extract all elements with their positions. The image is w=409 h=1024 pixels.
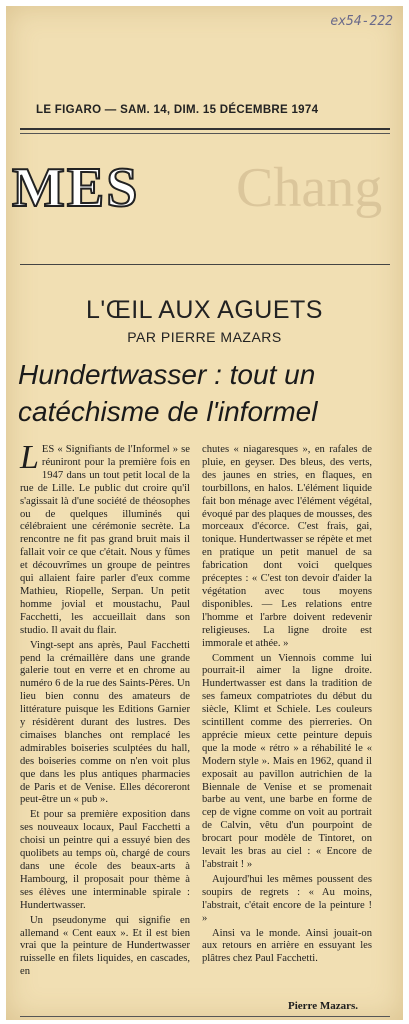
section-heading-fragment: MES: [12, 157, 140, 219]
headline: Hundertwasser : tout un catéchisme de l'informel: [18, 359, 318, 427]
handwritten-archive-note: ex54-222: [330, 14, 393, 29]
article-column-left: [20, 439, 190, 981]
show-through-text: Chang: [236, 157, 383, 219]
paragraph: Comment un Viennois comme lui pourrait-il aimer la ligne droite. Hundertwasser est dans la tradition de ses fameux compatriotes du début du siècle, Klimt et Schiele. Les couleurs scintillent comme des pierreries. On apprécie mieux cette peinture depuis que la mode « rétro » a réhabilité le « Modern style ». Mais en 1962, quand il exposait au pavillon autrichien de la Biennale de Venise et se promenait barbe au vent, une barbe en forme de cep de vigne comme on voit au portrait de Calvin, vêtu d'un pourpoint de brocart pour modèle de Tintoret, on levait les bras au ciel : « Encore de l'abstrait ! »: [202, 652, 372, 870]
paragraph: Aujourd'hui les mêmes poussent des soupirs de regrets : « Au moins, l'abstrait, c'était encore de la peinture ! »: [202, 873, 372, 924]
newspaper-clipping: [6, 6, 403, 1020]
paragraph: LES « Signifiants de l'Informel » se réuniront pour la première fois en 1947 dans un tout petit local de la rue de Lille. Le public dut croire qu'il s'agissait là d'une société de théosophes ou de quelques illuminés qui célébraient une cérémonie secrète. La rencontre ne fit pas grand bruit mais il fallait voir ce que c'était. Nous y fûmes et découvrîmes un groupe de peintres qui allaient faire parler d'eux comme Mathieu, Riopelle, Serpan. Un petit homme jovial et moustachu, Paul Facchetti, les accueillait dans son studio. Il avait du flair.: [20, 439, 190, 636]
byline: PAR PIERRE MAZARS: [127, 329, 282, 345]
bottom-rule: [20, 1016, 390, 1017]
author-signature: Pierre Mazars.: [288, 1000, 359, 1012]
paragraph: Vingt-sept ans après, Paul Facchetti pend la crémaillère dans une grande galerie tout en verre et en chrome au numéro 6 de la rue des Saints-Pères. Un lieu bien connu des amateurs de littérature puisque les Editions Garnier y résidèrent durant des lustres. Des cimaises blanches ont remplacé les admirables boiseries sculptées du hall, des boiseries comme on n'en voit plus que dans les plus antiques pharmacies de Paris et de Venise. Elles décoreront peut-être un « pub ».: [20, 639, 190, 806]
paragraph: Ainsi va le monde. Ainsi jouait-on aux retours en arrière en essuyant les plâtres chez Paul Facchetti.: [202, 927, 372, 965]
drop-cap: L: [20, 439, 39, 476]
paragraph: chutes « niagaresques », en rafales de pluie, en geyser. Des bleus, des verts, des jaunes en stries, en flaques, en tourbillons, en halos. L'élément liquide fait bon ménage avec l'élément végétal, évoqué par des plaques de mousses, des morceaux d'écorce. C'est frais, gai, tonique. Hundertwasser se répète et met en pratique un petit manuel de sa fabrication dont voici quelques préceptes : « C'est ton devoir d'aider la végétation avec tous moyens disponibles. — Les relations entre l'homme et l'arbre doivent redevenir religieuses. La ligne droite est immorale et athée. »: [202, 444, 372, 649]
article-column-right: [202, 444, 372, 968]
paragraph: Un pseudonyme qui signifie en allemand « Cent eaux ». Et il est bien vrai que la peinture de Hundertwasser ruisselle en filets liquides, en cascades, en: [20, 914, 190, 978]
column-title: L'ŒIL AUX AGUETS: [86, 296, 323, 324]
top-rule: [20, 128, 390, 130]
section-rule: [20, 264, 390, 265]
masthead: LE FIGARO — SAM. 14, DIM. 15 DÉCEMBRE 1974: [36, 104, 319, 116]
paragraph: Et pour sa première exposition dans ses nouveaux locaux, Paul Facchetti a choisi un peintre qui a essuyé bien des quolibets au temps où, chargé de cours dans une école des beaux-arts à Hambourg, il proposait pour thème à ses élèves une interminable spirale : Hundertwasser.: [20, 809, 190, 911]
top-rule-thin: [20, 133, 390, 134]
